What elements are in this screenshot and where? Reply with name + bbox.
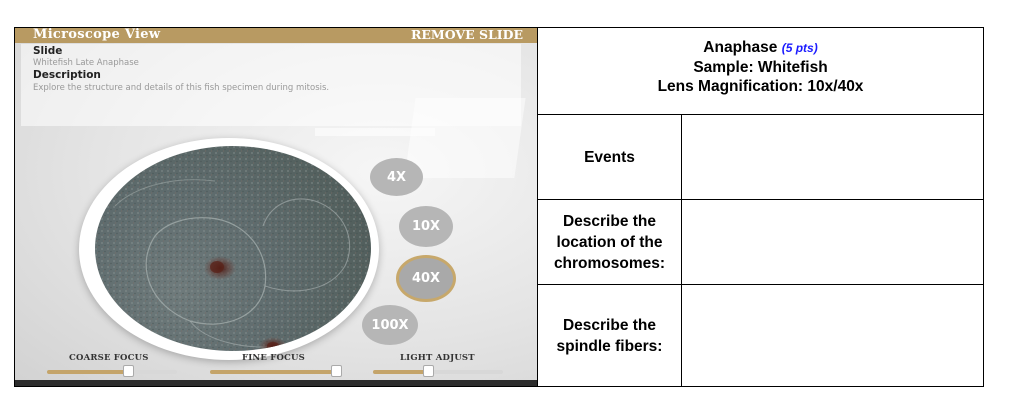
magnification-10x-button[interactable]: 10X bbox=[399, 206, 453, 247]
coarse-focus-fill bbox=[47, 370, 128, 374]
worksheet-title-cell bbox=[538, 28, 983, 114]
spindle-fibers-label: Describe the spindle fibers: bbox=[556, 316, 663, 355]
microscope-panel bbox=[15, 28, 537, 386]
microscope-title: Microscope View bbox=[33, 28, 161, 42]
events-answer-cell[interactable] bbox=[682, 115, 982, 199]
coarse-focus-thumb[interactable] bbox=[123, 365, 134, 377]
remove-slide-button[interactable]: REMOVE SLIDE bbox=[410, 28, 523, 42]
chromosome-location-answer-cell[interactable] bbox=[682, 200, 982, 284]
magnification-4x-button[interactable]: 4X bbox=[370, 158, 423, 196]
light-adjust-label: LIGHT ADJUST bbox=[400, 353, 475, 363]
fine-focus-fill bbox=[210, 370, 336, 374]
points-label: (5 pts) bbox=[781, 41, 818, 55]
fine-focus-thumb[interactable] bbox=[331, 365, 342, 377]
lens-magnification-label: Lens Magnification: 10x/40x bbox=[657, 78, 864, 95]
events-label: Events bbox=[584, 148, 635, 166]
fine-focus-slider[interactable] bbox=[210, 370, 340, 374]
coarse-focus-label: COARSE FOCUS bbox=[69, 353, 149, 363]
sample-label: Sample: Whitefish bbox=[693, 59, 828, 76]
coarse-focus-slider[interactable] bbox=[47, 370, 177, 374]
phase-title: Anaphase bbox=[703, 39, 778, 56]
spindle-fibers-answer-cell[interactable] bbox=[682, 285, 982, 386]
slide-info-panel bbox=[21, 44, 521, 126]
description-text: Explore the structure and details of this fish specimen during mitosis. bbox=[33, 83, 330, 93]
slide-name: Whitefish Late Anaphase bbox=[33, 58, 139, 68]
microscope-header bbox=[15, 28, 537, 43]
bottom-edge bbox=[15, 380, 537, 386]
fine-focus-label: FINE FOCUS bbox=[242, 353, 305, 363]
background-glare bbox=[315, 128, 435, 136]
magnification-100x-button[interactable]: 100X bbox=[362, 305, 418, 345]
microscope-viewport[interactable] bbox=[95, 146, 371, 351]
phase-title-line bbox=[538, 38, 983, 58]
slide-label: Slide bbox=[33, 45, 63, 57]
specimen-image bbox=[95, 146, 371, 351]
light-adjust-fill bbox=[373, 370, 428, 374]
light-adjust-thumb[interactable] bbox=[423, 365, 434, 377]
chromosome-location-label: Describe the location of the chromosomes: bbox=[553, 212, 666, 272]
light-adjust-slider[interactable] bbox=[373, 370, 503, 374]
magnification-40x-button[interactable]: 40X bbox=[399, 258, 453, 299]
description-label: Description bbox=[33, 69, 101, 81]
